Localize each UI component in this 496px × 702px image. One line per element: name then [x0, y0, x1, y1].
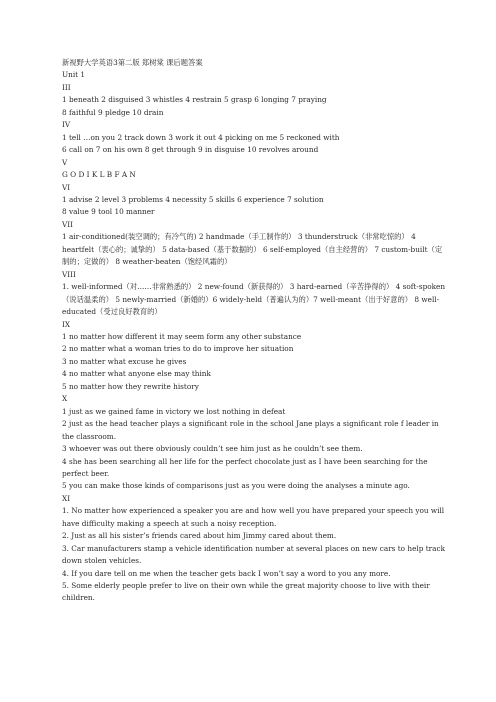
answer-line: 2. Just as all his sister’s friends cared about him Jimmy cared about them. — [62, 531, 337, 541]
answer-line: 8 value 9 tool 10 manner — [62, 207, 155, 217]
section-heading-vi: VI — [62, 182, 71, 192]
answer-line: 1 tell …on you 2 track down 3 work it out 4 picking on me 5 reckoned with — [62, 132, 340, 142]
answer-line: 5 no matter how they rewrite history — [62, 381, 199, 391]
section-heading-vii: VII — [62, 219, 74, 229]
section-heading-v: V — [62, 157, 68, 167]
answer-paragraph: 1. No matter how experienced a speaker you are and how well you have prepared your speech you will have difficulty making a speech at such a noisy reception. — [62, 506, 445, 528]
answer-paragraph: 2 just as the head teacher plays a significant role in the school Jane plays a significant role f leader in the classroom. — [62, 419, 439, 441]
answer-line: 3 whoever was out there obviously couldn’t see him just as he couldn’t see them. — [62, 444, 363, 454]
unit-heading: Unit 1 — [62, 70, 86, 80]
answer-line: 4. If you dare tell on me when the teacher gets back I won’t say a word to you any more. — [62, 568, 391, 578]
answer-line: 1 just as we gained fame in victory we lost nothing in defeat — [62, 406, 286, 416]
document-content — [62, 57, 446, 605]
section-heading-ix: IX — [62, 319, 71, 329]
section-heading-iv: IV — [62, 120, 71, 130]
answer-line: 5 you can make those kinds of comparisons just as you were doing the analyses a minute ago. — [62, 481, 410, 491]
answer-line: 4 no matter what anyone else may think — [62, 369, 211, 379]
answer-line: 2 no matter what a woman tries to do to improve her situation — [62, 344, 294, 354]
answer-line: 6 call on 7 on his own 8 get through 9 in disguise 10 revolves around — [62, 145, 319, 155]
section-heading-iii: III — [62, 82, 71, 92]
section-heading-viii: VIII — [62, 269, 76, 279]
section-heading-xi: XI — [62, 493, 71, 503]
answer-line: 1 advise 2 level 3 problems 4 necessity 5 skills 6 experience 7 solution — [62, 194, 324, 204]
answer-line: 3 no matter what excuse he gives — [62, 356, 187, 366]
answer-paragraph: 1 air-conditioned(装空调的；有冷气的) 2 handmade（手工制作的） 3 thunderstruck（非常吃惊的） 4 heartfelt（衷心的；诚挚的） 5 data-based（基于数据的） 6 self-employed（自主经营的） 7 custom-built（定制的；定做的） 8 weather-beaten（饱经风霜的） — [62, 232, 443, 267]
answer-line: G O D I K L B F A N — [62, 170, 136, 180]
answer-paragraph: 3. Car manufacturers stamp a vehicle identification number at several places on new cars to help track down stolen vehicles. — [62, 543, 446, 566]
answer-paragraph: 4 she has been searching all her life for the perfect chocolate just as I have been searching for the perfect beer. — [62, 456, 428, 478]
answer-line: 1 no matter how different it may seem form any other substance — [62, 331, 302, 341]
document-title: 新视野大学英语3第二版 郑树棠 课后题答案 — [62, 58, 203, 67]
section-heading-x: X — [62, 394, 68, 404]
answer-line: 1 beneath 2 disguised 3 whistles 4 restrain 5 grasp 6 longing 7 praying — [62, 95, 327, 105]
answer-line: 8 faithful 9 pledge 10 drain — [62, 107, 164, 117]
answer-paragraph: 1. well-informed（对……非常熟悉的） 2 new-found（新获得的） 3 hard-earned（辛苦挣得的） 4 soft-spoken（说话温柔的） 5 newly-married（新婚的）6 widely-held（普遍认为的）7 well-meant（出于好意的） 8 well-educated（受过良好教育的） — [62, 282, 446, 317]
answer-paragraph: 5. Some elderly people prefer to live on their own while the great majority choose to live with their children. — [62, 581, 430, 603]
